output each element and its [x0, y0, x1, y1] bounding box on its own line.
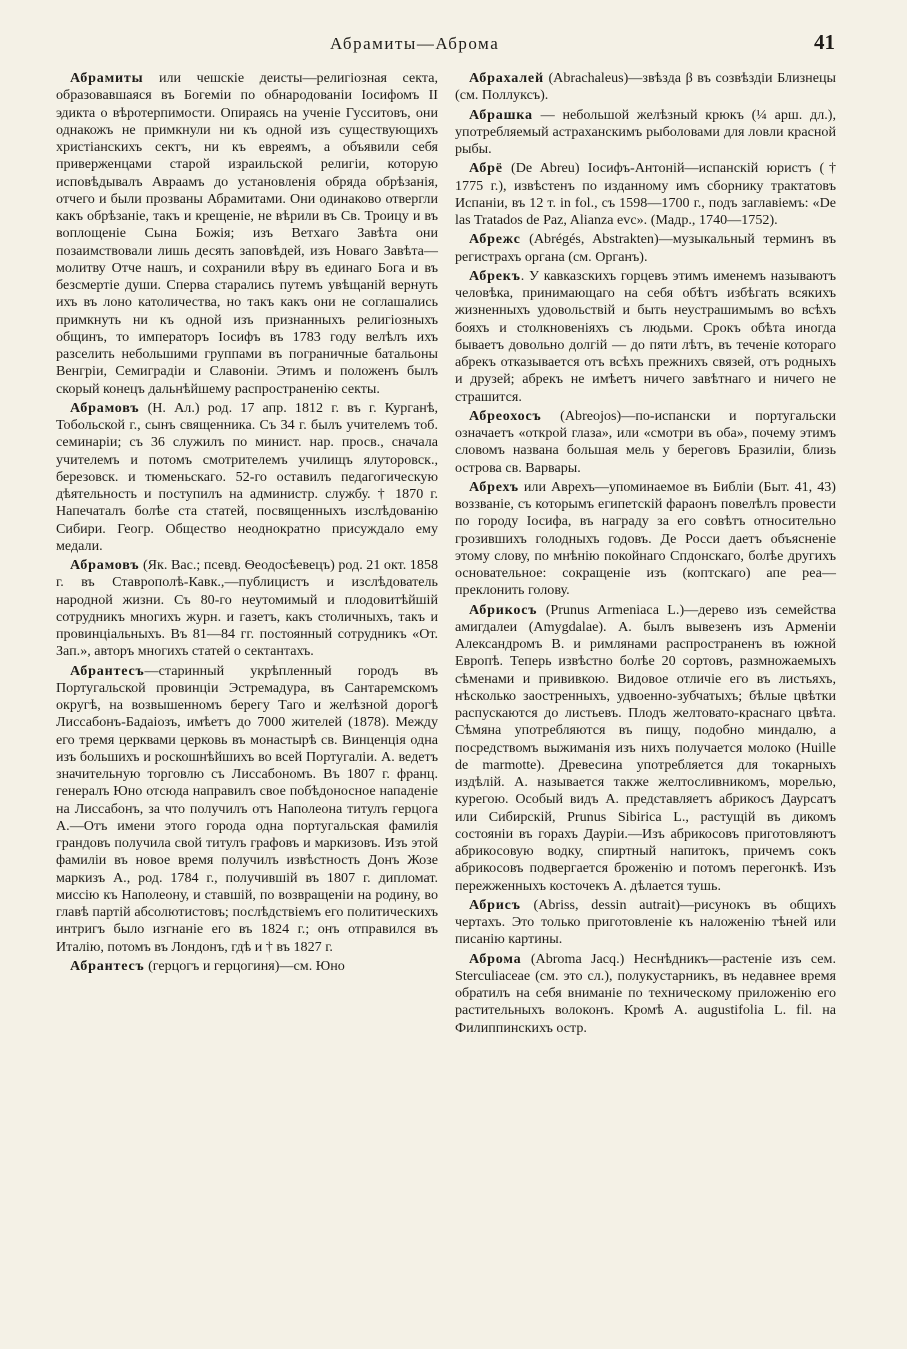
page-number: 41 — [814, 30, 835, 54]
headword: Абрамовъ — [70, 557, 140, 573]
entry-abramov-n — [56, 400, 438, 555]
entry-abrantes-town — [56, 663, 438, 956]
entry-abreu — [455, 160, 836, 229]
headword: Абрехъ — [469, 478, 519, 495]
headword: Абрекъ — [469, 267, 521, 284]
entry-text: — небольшой желѣзный крюкъ (¼ арш. дл.), употребляемый астраханскимъ рыболовами для ловли красной рыбы. — [455, 106, 836, 157]
entry-text: —старинный укрѣпленный городъ въ Португальской провинціи Эстремадура, въ Сантаремскомъ округѣ, на возвышенномъ берегу Таго и желѣзной дорогѣ Лиссабонъ-Бадаіозъ, имѣетъ до 7000 жителей (1878). Между его тремя церквами церковь въ монастырѣ св. Винценція одна изъ большихъ и роскошнѣйшихъ во всей Португаліи. А. ведетъ значительную торговлю съ Лиссабономъ. Въ 1807 г. франц. генералъ Юно отсюда направилъ свое побѣдоносное нападеніе на Лиссабонъ, за что получилъ отъ Наполеона титулъ герцога А.—Отъ имени этого города одна португальская фамилія грандовъ получила свой титулъ графовъ и маркизовъ. Изъ этой фамиліи въ новое время получилъ извѣстность Донъ Жозе маркизъ А., род. 1784 г., получившій въ 1807 г. дипломат. миссію къ Наполеону, и ставшій, по возвращеніи на родину, во главѣ партій абсолютистовъ; послѣдствіемъ его политическихъ интригъ было изгнаніе его въ 1824 г.; онъ отправился въ Италію, потомъ въ Лондонъ, гдѣ и † въ 1827 г. — [56, 662, 438, 955]
entry-text: (Abrachaleus)—звѣзда β въ созвѣздіи Близнецы (см. Поллуксъ). — [455, 70, 836, 104]
entry-text: (Abroma Jacq.) Неснѣдникъ—растеніе изъ сем. Sterculiaceae (см. это сл.), полукустарникъ, въ недавнее время обратилъ на себя вниманіе по техническому приложенію его растительныхъ волоконъ. Кромѣ A. augustifolia L. fil. на Филиппинскихъ остр. — [455, 950, 836, 1036]
headword: Абрикосъ — [469, 601, 538, 618]
headword: Абреохосъ — [469, 407, 542, 424]
entry-text: (Н. Ал.) род. 17 апр. 1812 г. въ г. Курганѣ, Тобольской г., сынъ священника. Съ 34 г. былъ учителемъ тоб. семинаріи; съ 36 служилъ по минист. нар. просв., сначала учителемъ и потомъ смотрителемъ училищъ ялуторовск., березовск. и тюменьскаго. 52-го оставилъ педагогическую дѣятельность и поступилъ на администр. службу. † 1870 г. Напечаталъ болѣе ста статей, посвященныхъ изслѣдованію Сибири. Геогр. Общество неоднократно присуждало ему медали. — [56, 399, 438, 554]
entry-abrege — [455, 231, 836, 266]
entry-text: (Abrégés, Abstrakten)—музыкальный терминъ въ регистрахъ органа (см. Органъ). — [455, 231, 836, 265]
headword: Абрежс — [469, 231, 521, 248]
headword: Абрамовъ — [70, 399, 140, 416]
entry-abrakhalei — [455, 70, 836, 105]
running-head: Абрамиты—Аброма — [330, 34, 500, 53]
headword: Абрё — [469, 160, 503, 177]
right-column — [455, 70, 836, 1039]
entry-text: или Аврехъ—упоминаемое въ Библіи (Быт. 41, 43) воззваніе, съ которымъ египетскій фараонъ повелѣлъ провести по городу Іосифа, въ награду за его совѣтъ относительно грозившихъ голодныхъ годовъ. Де Росси даетъ объясненіе этому слову, по мнѣнію покойнаго Спдонскаго, болѣе другихъ основательное: сокращеніе изъ (коптскаго) апе реа—преклонить голову. — [455, 478, 836, 599]
headword: Абрантесъ — [70, 662, 145, 679]
headword: Абрисъ — [469, 896, 521, 913]
entry-text: (De Abreu) Іосифъ-Антоній—испанскій юристъ († 1775 г.), извѣстенъ по изданному имъ сборнику трактатовъ Испаніи, въ 12 т. in fol., съ 1598—1700 г., подъ заглавіемъ: «De las Tratados de Paz, Alianza evc». (Мадр., 1740—1752). — [455, 160, 836, 228]
entry-abreojos — [455, 408, 836, 477]
headword: Абрашка — [469, 106, 533, 123]
left-column — [56, 70, 438, 977]
headword: Абрамиты — [70, 70, 144, 86]
entry-text: (Abriss, dessin autrait)—рисунокъ въ общихъ чертахъ. Это только приготовленіе къ наложенію тѣней или писанію картины. — [455, 896, 836, 948]
entry-abrashka — [455, 107, 836, 159]
entry-abrikos — [455, 602, 836, 895]
entry-abramity — [56, 70, 438, 398]
entry-text: (Prunus Armeniaca L.)—дерево изъ семейства амигдалеи (Amygdalae). А. былъ вывезенъ изъ Арменіи Александромъ В. и римлянами распространенъ въ южной Европѣ. Теперь извѣстно болѣе 20 сортовъ, размножаемыхъ сѣменами и прививкою. Видовое отличіе его въ листьяхъ, нѣсколько заостренныхъ, удвоенно-зубчатыхъ; бѣлые цвѣтки распускаются до листьевъ. Плодъ желтовато-краснаго цвѣта. Сѣмяна употребляются въ пищу, подобно миндалю, а посредствомъ выжиманія изъ нихъ получается молоко (Huille de marmotte). Древесина употребляется для токарныхъ издѣлій. А. называется также желтосливникомъ, морелью, курегою. Особый видъ А. представляетъ абрикосъ Даурсатъ или Сибирскій, Prunus Sibirica L., растущій въ дикомъ состояніи въ горахъ Дауріи.—Изъ абрикосовъ приготовляютъ абрикосовую водку, спиртный напитокъ, причемъ сокъ абрикосовъ подвергается броженію и потомъ перегонкѣ. Изъ пережженныхъ косточекъ А. дѣлается тушь. — [455, 601, 836, 894]
headword: Абрахалей — [469, 70, 544, 86]
entry-text: или чешскіе деисты—религіозная секта, образовавшаяся въ Богеміи по обнародованіи Іосифомъ II эдикта о вѣротерпимости. Опираясь на ученіе Гусситовъ, они однакожъ не примкнули ни къ одной изъ существующихъ христіанскихъ сектъ, ни къ евреямъ, а объявили себя приверженцами старой израильской религіи, которую исповѣдывалъ Авраамъ до установленія обряда обрѣзанія, отчего и были прозваны Абрамитами. Они одинаково отвергли какъ обрѣзаніе, такъ и крещеніе, не вѣрили въ Св. Троицу и въ воплощеніе Сына Божія; изъ Ветхаго Завѣта они позаимствовали лишь десять заповѣдей, изъ Новаго Завѣта—молитву Отче нашъ, и сохранили вѣру въ единаго Бога и въ безсмертіе души. Сперва старались путемъ увѣщаній вернуть ихъ въ лоно католичества, но такъ какъ они не соглашались примкнуть ни къ одной изъ признанныхъ религіозныхъ общинъ, то императоръ Іосифъ въ 1783 году велѣлъ ихъ разселить небольшими группами въ пограничные батальоны Венгріи, Семиградіи и Славоніи. Этимъ и положенъ былъ скорый конецъ дальнѣйшему распространенію секты. — [56, 70, 438, 397]
entry-text: (Як. Вас.; псевд. Ѳеодосѣевецъ) род. 21 окт. 1858 г. въ Ставрополѣ-Кавк.,—публицистъ и изслѣдователь народной жизни. Съ 80-го неутомимый и плодовитѣйшій сотрудникъ многихъ журн. и газетъ, какъ столичныхъ, такъ и провинціальныхъ. Въ 81—84 гг. постоянный сотрудникъ «От. Зап.», авторъ многихъ статей о сектантахъ. — [56, 557, 438, 660]
entry-text: (герцогъ и герцогиня)—см. Юно — [144, 957, 345, 974]
entry-abramov-ya — [56, 557, 438, 661]
entry-abrek — [455, 268, 836, 406]
entry-abrekh — [455, 479, 836, 600]
headword: Абрантесъ — [70, 957, 145, 974]
entry-text: . У кавказскихъ горцевъ этимъ именемъ называютъ человѣка, принимающаго на себя обѣтъ избѣгать всякихъ жизненныхъ удовольствій и быть неустрашимымъ во всѣхъ бояхъ и столкновеніяхъ съ людьми. Срокъ обѣта иногда бываетъ довольно долгій — до пяти лѣтъ, въ теченіе котораго абрекъ отказывается отъ всѣхъ прежнихъ связей, отъ родныхъ и друзей; абрекъ не имѣетъ ничего завѣтнаго и ничего не страшится. — [455, 267, 836, 405]
entry-abrantes-duke — [56, 958, 438, 975]
entry-abroma — [455, 951, 836, 1037]
entry-text: (Abreojos)—по-испански и португальски означаетъ «открой глаза», или «смотри въ оба», почему этимъ словомъ названа большая мель у береговъ Бразиліи, близь острова св. Варвары. — [455, 407, 836, 476]
headword: Аброма — [469, 950, 522, 967]
entry-abris — [455, 897, 836, 949]
